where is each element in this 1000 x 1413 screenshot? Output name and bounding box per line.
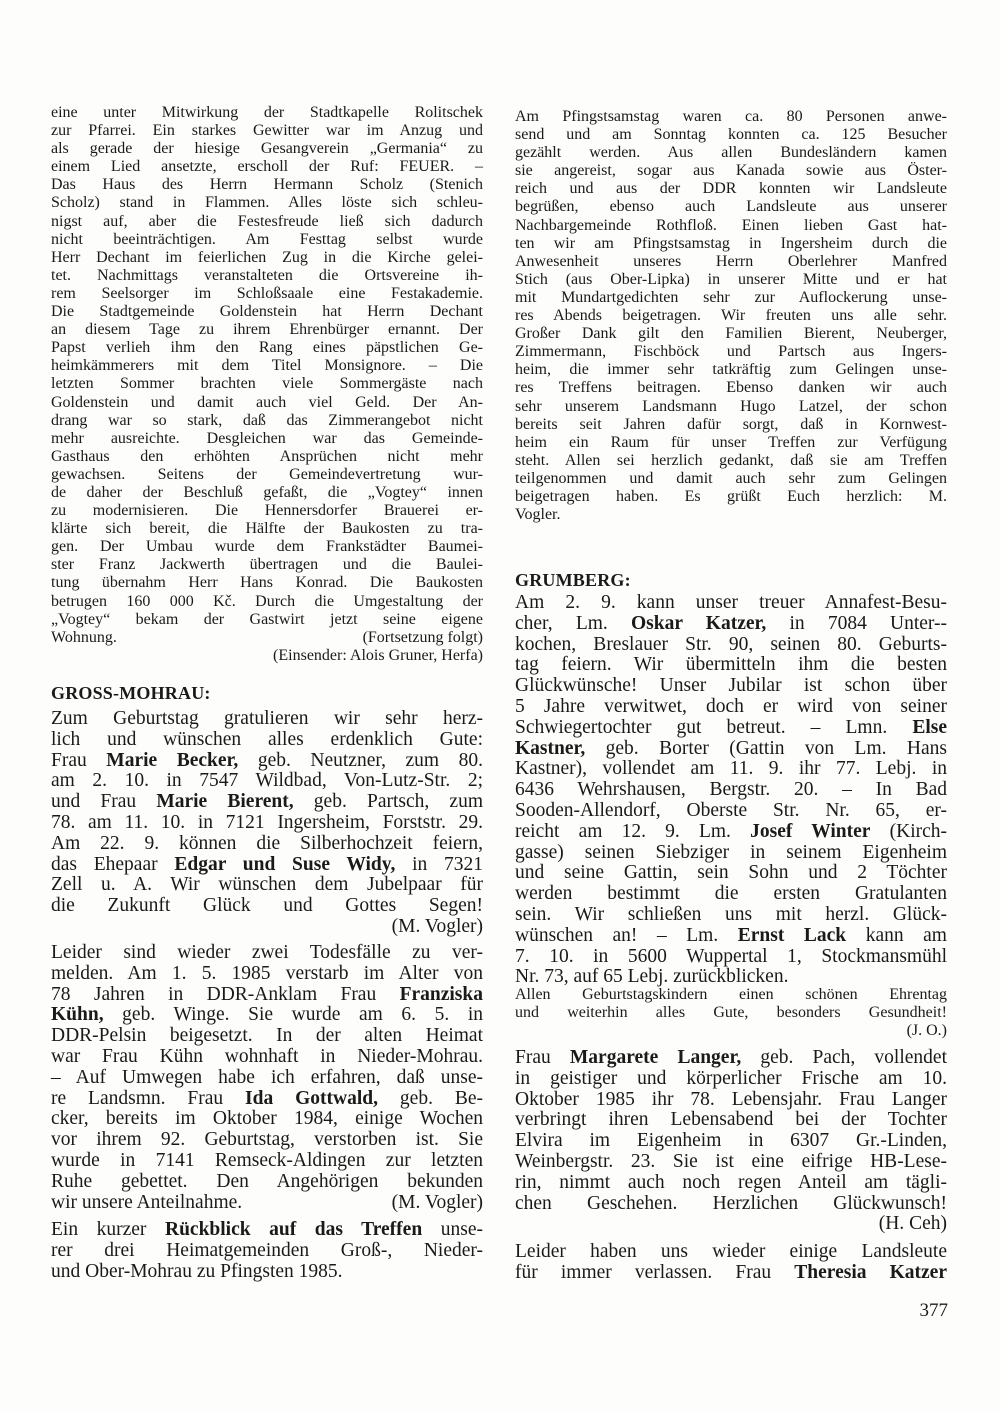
text-line: am 2. 10. in 7547 Wildbad, Von-Lutz-Str. 2; (51, 770, 483, 792)
text-line: mehr ausreichte. Desgleichen war das Gemeinde- (51, 429, 483, 447)
text-line: Nr. 73, auf 65 Lebj. zurückblicken. (515, 966, 789, 988)
paragraph (515, 108, 947, 524)
text-line (51, 629, 483, 647)
text-line: bereits seit Jahren dafür sorgt, daß in Kornwest- (515, 415, 947, 433)
text-line: gasse) seinen Siebziger in seinem Eigenheim (515, 841, 947, 863)
text-line: Kastner), vollendet am 11. 9. ihr 77. Lebj. in (515, 758, 947, 780)
text-line (515, 926, 947, 947)
text-line: (M. Vogler) (391, 915, 483, 937)
text-line: Anwesenheit unseres Herrn Oberlehrer Manfred (515, 252, 947, 270)
text-line: reich und aus der DDR konnten wir Landsleute (515, 180, 947, 198)
text-line: gen. Der Umbau wurde dem Frankstädter Baumei- (51, 538, 483, 556)
text-line: res Treffens beitragen. Ebenso danken wir auch (515, 379, 947, 397)
text-line: (H. Ceh) (878, 1213, 947, 1235)
text-line (51, 855, 483, 876)
text-line: 5 Jahre verwitwet, doch er wird von seiner (515, 695, 947, 717)
bold-name: Kastner, (515, 737, 586, 759)
bold-name: Margarete Langer, (569, 1047, 742, 1068)
text-line (515, 739, 947, 760)
text-line: Vogler. (515, 506, 561, 524)
line-text: 78 Jahren in DDR-Anklam Frau (51, 983, 400, 1005)
text-line: melden. Am 1. 5. 1985 verstarb im Alter von (51, 962, 483, 984)
line-text: in 7321 (395, 853, 483, 875)
line-text: Ein kurzer (51, 1219, 165, 1240)
text-line: verbringt ihren Lebensabend bei der Tochter (515, 1109, 947, 1131)
text-line: Papst verlieh ihm den Rang eines päpstlichen Ge- (51, 339, 483, 357)
text-line: vor ihrem 92. Geburtstag, verstorben ist. Sie (51, 1129, 483, 1151)
text-line: tet. Nachmittags veranstalteten die Ortsvereine ih- (51, 266, 483, 284)
text-line: DDR-Pelsin beigesetzt. In der alten Heimat (51, 1025, 483, 1047)
bold-name: Josef Winter (750, 820, 871, 842)
bold-name: Marie Bierent, (156, 791, 294, 813)
line-text: wir unsere Anteilnahme. (51, 1191, 243, 1213)
right-column (515, 0, 947, 1413)
line-text: für immer verlassen. Frau (515, 1261, 795, 1283)
line-text: wünschen an! – Lm. (515, 924, 738, 946)
line-text: in 7084 Unter-- (766, 612, 947, 634)
text-line: 78. am 11. 10. in 7121 Ingersheim, Forststr. 29. (51, 811, 483, 833)
text-line: zu modernisieren. Die Hennersdorfer Brauerei er- (51, 502, 483, 520)
text-line: betrugen 160 000 Kč. Durch die Umgestaltung der (51, 592, 483, 610)
text-line: Das Haus des Herrn Hermann Scholz (Stenich (51, 176, 483, 194)
line-text: Frau (515, 1047, 570, 1068)
text-line: (J. O.) (906, 1022, 947, 1040)
text-line: Stich (aus Ober-Lipka) in unserer Mitte und er hat (515, 270, 947, 288)
signature: (Fortsetzung folgt) (362, 628, 483, 646)
bold-name: Franziska (399, 983, 483, 1005)
text-line: Gasthaus den erhöhten Ansprüchen nicht mehr (51, 447, 483, 465)
text-line: Zell u. A. Wir wünschen dem Jubelpaar für (51, 874, 483, 896)
text-line (51, 1193, 483, 1214)
text-line: beigetragen haben. Es grüßt Euch herzlich: M. (515, 487, 947, 505)
text-line: kochen, Breslauer Str. 90, seinen 80. Geburts- (515, 633, 947, 655)
text-line (515, 822, 947, 843)
line-text: geb. Partsch, zum (293, 791, 483, 813)
text-line: heim ein Raum für unser Treffen zur Verfügung (515, 433, 947, 451)
left-column (51, 0, 483, 1413)
text-line: Zum Geburtstag gratulieren wir sehr herz- (51, 708, 483, 729)
text-line: sie angereist, sogar aus Kanada sowie aus Öster- (515, 162, 947, 180)
paragraph (515, 986, 947, 1040)
text-line (51, 985, 483, 1006)
text-line: nigst auf, aber die Festesfreude ließ sich dadurch (51, 212, 483, 230)
text-line: Am 2. 9. kann unser treuer Annafest-Besu- (515, 592, 947, 613)
paragraph (51, 1220, 483, 1282)
signature: (M. Vogler) (391, 1191, 483, 1213)
text-line (515, 614, 947, 635)
bold-name: Ernst Lack (737, 924, 847, 946)
text-line: die Zukunft Glück und Gottes Segen! (51, 895, 483, 917)
page-number: 377 (919, 1300, 948, 1321)
text-line: 7. 10. in 5600 Wuppertal 1, Stockmansmühl (515, 945, 947, 967)
line-text: re Landsmn. Frau (51, 1087, 246, 1109)
text-line: rem Seelsorger im Schloßsaale eine Festakademie. (51, 284, 483, 302)
text-line: Weinbergstr. 23. Sie ist eine eifrige HB-Lese- (515, 1150, 947, 1172)
text-line: Herr Dechant im feierlichen Zug in die Kirche gelei- (51, 248, 483, 266)
text-line: eine unter Mitwirkung der Stadtkapelle Rolitschek (51, 104, 483, 121)
text-line: in geistiger und körperlicher Frische am 10. (515, 1067, 947, 1089)
text-line: Großer Dank gilt den Familien Bierent, Neuberger, (515, 325, 947, 343)
text-line: heim, die immer sehr tatkräftig zum Gelingen unse- (515, 361, 947, 379)
text-line: „Vogtey“ bekam der Gastwirt jetzt seine eigene (51, 610, 483, 628)
text-line (51, 1005, 483, 1026)
text-line: res Abends beigetragen. Wir freuten uns alle sehr. (515, 307, 947, 325)
paragraph (51, 104, 483, 665)
text-line (51, 1089, 483, 1110)
text-line: (Einsender: Alois Gruner, Herfa) (273, 646, 483, 664)
line-text: Wohnung. (51, 628, 117, 646)
text-line: send und am Sonntag konnten ca. 125 Besucher (515, 126, 947, 144)
text-line (515, 718, 947, 739)
text-line: 6436 Wehrshausen, Bergstr. 20. – In Bad (515, 779, 947, 801)
text-line: war Frau Kühn wohnhaft in Nieder-Mohrau. (51, 1045, 483, 1067)
text-line: Die Stadtgemeinde Goldenstein hat Herrn Dechant (51, 303, 483, 321)
text-line: sehr unserem Landsmann Hugo Latzel, der schon (515, 397, 947, 415)
text-line (515, 1048, 947, 1069)
text-line: Leider sind wieder zwei Todesfälle zu ver- (51, 942, 483, 963)
text-line: als gerade der hiesige Gesangverein „Germania“ zu (51, 140, 483, 158)
text-line: lich und wünschen alles erdenklich Gute: (51, 728, 483, 750)
text-line: Leider haben uns wieder einige Landsleute (515, 1241, 947, 1262)
line-text: geb. Neutzner, zum 80. (238, 749, 483, 771)
bold-name: Marie Becker, (106, 749, 239, 771)
text-line: tung übernahm Herr Hans Konrad. Die Baukosten (51, 574, 483, 592)
line-text: Frau (51, 749, 107, 771)
text-line: Scholz) stand in Flammen. Alles löste sich schleu- (51, 194, 483, 212)
text-line: – Auf Umwegen habe ich erfahren, daß unse- (51, 1066, 483, 1088)
text-line: sein. Wir schließen uns mit herzl. Glück- (515, 903, 947, 925)
bold-name: Kühn, (51, 1004, 104, 1026)
bold-name: Ida Gottwald, (245, 1087, 379, 1109)
paragraph (515, 593, 947, 988)
text-line (515, 1263, 947, 1284)
text-line: letzten Sommer brachten viele Sommergäste nach (51, 375, 483, 393)
text-line: Zimmermann, Fischböck und Partsch aus Ingers- (515, 343, 947, 361)
text-line: Am Pfingstsamstag waren ca. 80 Personen anwe- (515, 108, 947, 125)
text-line: an diesem Tage zu ihrem Ehrenbürger ernannt. Der (51, 321, 483, 339)
text-line: begrüßen, ebenso auch Landsleute aus unserer (515, 198, 947, 216)
bold-name: Else (912, 716, 947, 738)
line-text: das Ehepaar (51, 853, 175, 875)
text-line: gezählt werden. Aus allen Bundesländern kamen (515, 144, 947, 162)
text-line: ster Franz Jackwerth übertragen und die Baulei- (51, 556, 483, 574)
text-line: und weiterhin alles Gute, besonders Gesundheit! (515, 1004, 947, 1022)
line-text: unse- (422, 1219, 483, 1240)
paragraph (51, 943, 483, 1213)
text-line (51, 751, 483, 772)
text-line: Am 22. 9. können die Silberhochzeit feiern, (51, 832, 483, 854)
line-text: geb. Pach, vollendet (741, 1047, 947, 1068)
section-heading: GROSS-MOHRAU: (51, 683, 211, 703)
text-line: de daher der Beschluß gefaßt, die „Vogtey“ innen (51, 483, 483, 501)
text-line: mit Mundartgedichten sehr zur Auflockerung unse- (515, 288, 947, 306)
text-line: ten wir am Pfingstsamstag in Ingersheim durch die (515, 234, 947, 252)
text-line: tag feiern. Wir übermitteln ihm die besten (515, 654, 947, 676)
text-line: klärte sich bereit, die Hälfte der Baukosten zu tra- (51, 520, 483, 538)
line-text: und Frau (51, 791, 157, 813)
paragraph (515, 1242, 947, 1284)
text-line: Glückwünsche! Unser Jubilar ist schon über (515, 675, 947, 697)
line-text: Schwiegertochter gut betreut. – Lmn. (515, 716, 913, 738)
line-text: cher, Lm. (515, 612, 631, 634)
text-line: cker, bereits im Oktober 1984, einige Wochen (51, 1108, 483, 1130)
line-text: reicht am 12. 9. Lm. (515, 820, 751, 842)
text-line: Ruhe gebettet. Den Angehörigen bekunden (51, 1170, 483, 1192)
text-line: zur Pfarrei. Ein starkes Gewitter war im Anzug und (51, 122, 483, 140)
text-line: chen Geschehen. Herzlichen Glückwunsch! (515, 1192, 947, 1214)
paragraph (515, 1048, 947, 1235)
text-line: gewachsen. Seitens der Gemeindevertretung wur- (51, 465, 483, 483)
text-line: teilgenommen und damit auch sehr zum Gelingen (515, 469, 947, 487)
text-line: werden bestimmt die ersten Gratulanten (515, 883, 947, 905)
text-line: und Ober-Mohrau zu Pfingsten 1985. (51, 1260, 343, 1282)
paragraph (51, 709, 483, 938)
text-line: Nachbargemeinde Rothfloß. Einen lieben Gast hat- (515, 216, 947, 234)
line-text: geb. Borter (Gattin von Lm. Hans (585, 737, 947, 759)
line-text: geb. Winge. Sie wurde am 6. 5. in (103, 1004, 483, 1026)
text-line: Oktober 1985 ihr 78. Lebensjahr. Frau Langer (515, 1088, 947, 1110)
text-line: nicht beeinträchtigen. Am Festtag selbst wurde (51, 230, 483, 248)
line-text: geb. Be- (378, 1087, 484, 1109)
text-line: steht. Allen sei herzlich gedankt, daß sie am Treffen (515, 451, 947, 469)
text-line (51, 792, 483, 813)
text-line: Sooden-Allendorf, Oberste Str. Nr. 65, er- (515, 799, 947, 821)
text-line: rin, nimmt auch noch regen Anteil am tägli- (515, 1171, 947, 1193)
text-line: rer drei Heimatgemeinden Groß-, Nieder- (51, 1239, 483, 1261)
bold-name: Rückblick auf das Treffen (164, 1219, 423, 1240)
bold-name: Oskar Katzer, (630, 612, 767, 634)
text-line: Goldenstein und damit auch viel Geld. Der An- (51, 393, 483, 411)
bold-name: Theresia Katzer (794, 1261, 947, 1283)
line-text: (Kirch- (870, 820, 947, 842)
text-line: Elvira im Eigenheim in 6307 Gr.-Linden, (515, 1130, 947, 1152)
line-text: kann am (846, 924, 947, 946)
text-line (51, 1220, 483, 1241)
text-line: Allen Geburtstagskindern einen schönen Ehrentag (515, 986, 947, 1003)
text-line: wurde in 7141 Remseck-Aldingen zur letzten (51, 1149, 483, 1171)
text-line: einem Lied ansetzte, erscholl der Ruf: FEUER. – (51, 158, 483, 176)
bold-name: Edgar und Suse Widy, (174, 853, 396, 875)
text-line: drang war so stark, daß das Zimmerangebot nicht (51, 411, 483, 429)
text-line: und seine Gattin, sein Sohn und 2 Töchter (515, 862, 947, 884)
text-line: heimkämmerers mit dem Titel Monsignore. – Die (51, 357, 483, 375)
section-heading: GRUMBERG: (515, 570, 631, 590)
